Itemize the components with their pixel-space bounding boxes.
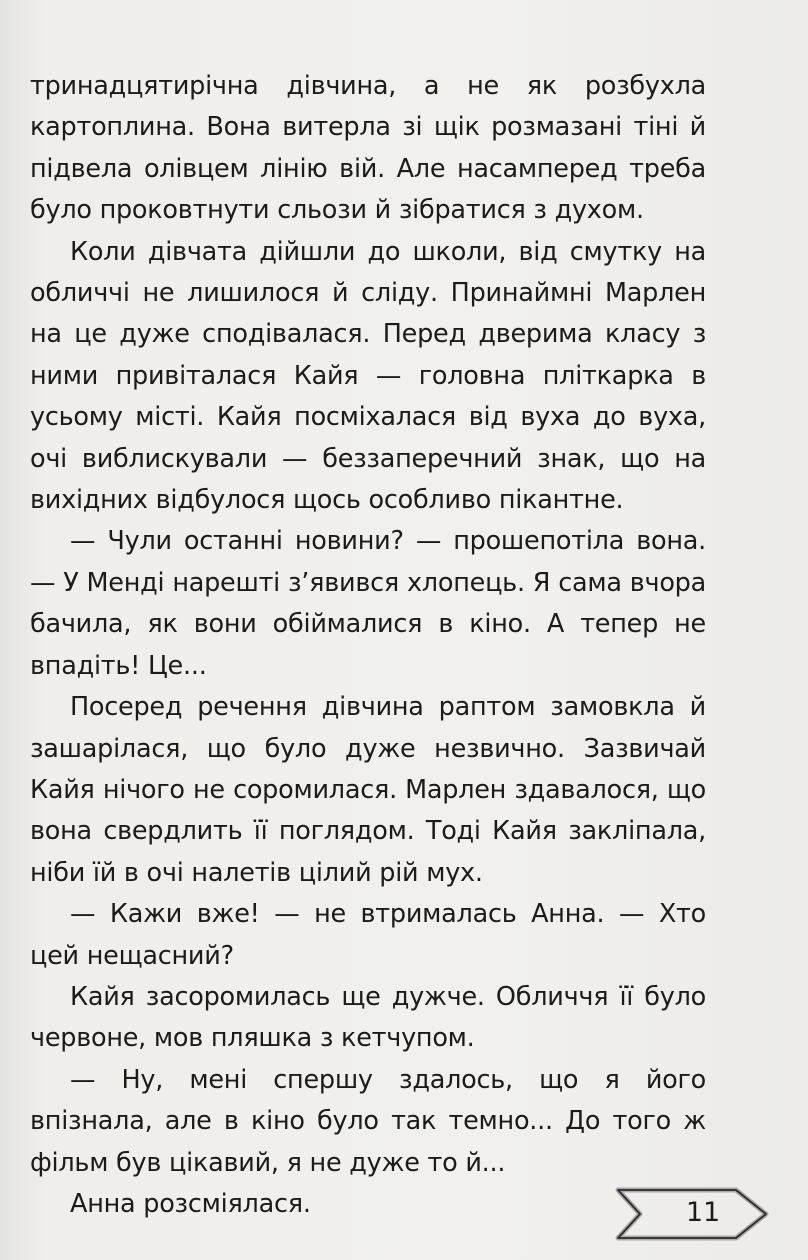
- page-number-tab: [608, 1184, 778, 1244]
- paragraph-2: Коли дівчата дійшли до школи, від смутку на обличчі не лишилося й сліду. Принаймні Марлен на це дуже сподівалася. Перед дверима класу з ними привіталася Кайя — головна пліткарка в усьому місті. Кайя посміхалася від вуха до вуха, очі виблискували — беззаперечний знак, що на вихідних відбулося щось особливо пікантне.: [30, 236, 706, 516]
- page-number: 11: [685, 1197, 721, 1228]
- paragraph-3: — Чули останні новини? — прошепотіла вона. — У Менді нарешті з’явився хлопець. Я сама вчора бачила, як вони обіймалися в кіно. А тепер не впадіть! Це...: [30, 526, 706, 681]
- paragraph-1: тринадцятирічна дівчина, а не як розбухла картоплина. Вона витерла зі щік розмазані тіні й підвела олівцем лінію вій. Але насамперед треба було проковтнути сльози й зібратися з духом.: [30, 71, 706, 226]
- paragraph-8: Анна розсміялася.: [70, 1188, 311, 1219]
- paragraph-4: Посеред речення дівчина раптом замовкла й зашарілася, що було дуже незвично. Зазвичай Кайя нічого не соромилася. Марлен здавалося, що вона свердлить її поглядом. Тоді Кайя закліпала, ніби їй в очі налетів цілий рій мух.: [30, 692, 706, 888]
- paragraph-5: — Кажи вже! — не втрималась Анна. — Хто цей нещасний?: [30, 899, 706, 971]
- paragraph-7: — Ну, мені спершу здалось, що я його впізнала, але в кіно було так темно... До того ж фільм був цікавий, я не дуже то й...: [30, 1064, 706, 1178]
- body-text: [30, 66, 706, 1225]
- paragraph-6: Кайя засоромилась ще дужче. Обличчя її було червоне, мов пляшка з кетчупом.: [30, 981, 706, 1054]
